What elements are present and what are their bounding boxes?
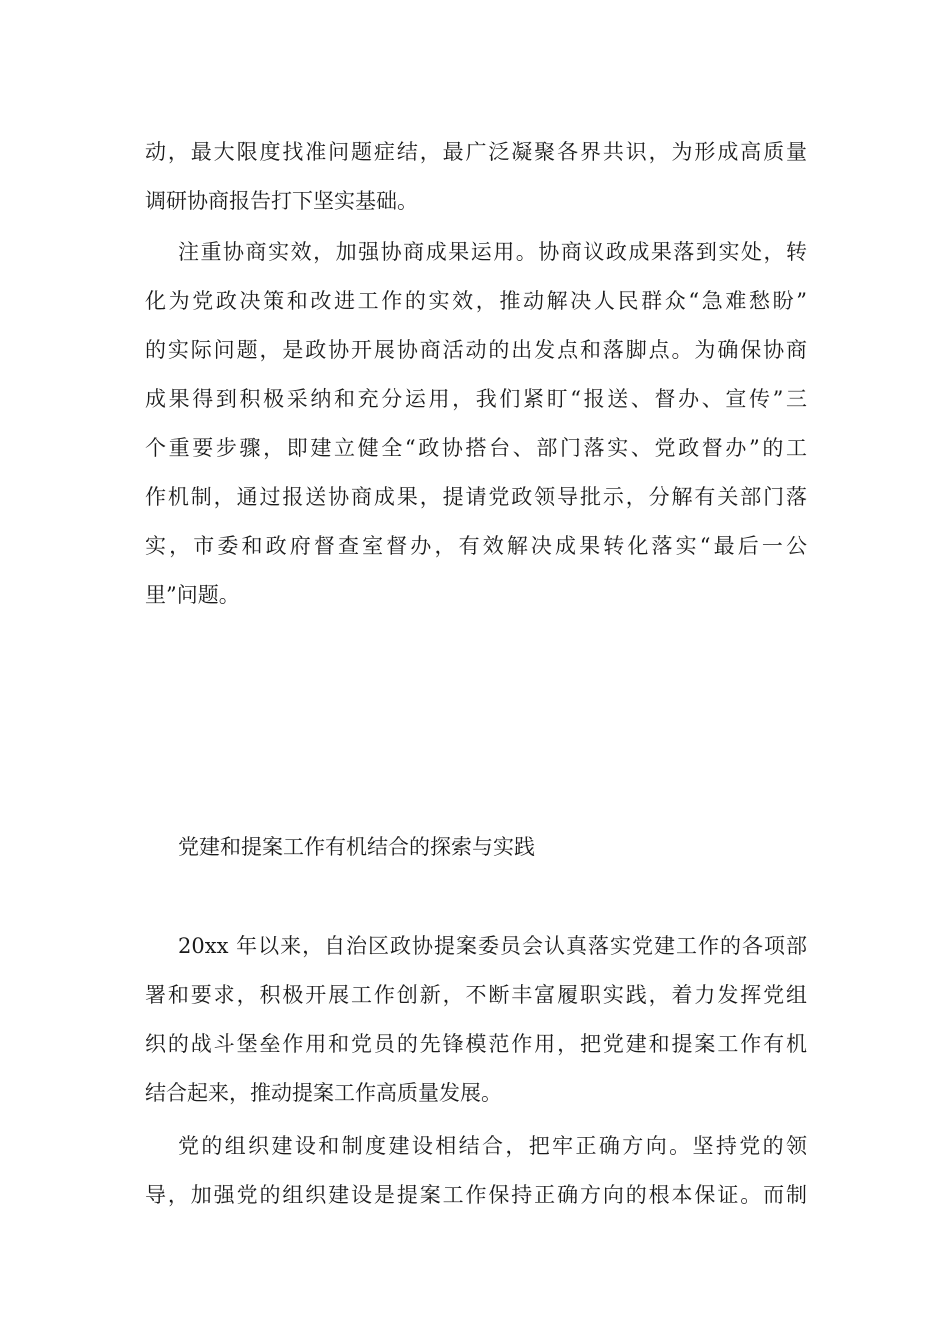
text-line: 注重协商实效，加强协商成果运用。协商议政成果落到实处，转 [178,240,807,264]
paragraph-intro [145,922,807,1118]
text-line: 织的战斗堡垒作用和党员的先锋模范作用，把党建和提案工作有机 [145,1032,807,1056]
paragraph-organization [145,1122,807,1220]
text-line: 导，加强党的组织建设是提案工作保持正确方向的根本保证。而制 [145,1183,807,1207]
text-line: 作机制，通过报送协商成果，提请党政领导批示，分解有关部门落 [145,485,807,509]
paragraph-consultation-results [145,228,807,620]
text-line: 署和要求，积极开展工作创新，不断丰富履职实践，着力发挥党组 [145,983,807,1007]
text-line: 党的组织建设和制度建设相结合，把牢正确方向。坚持党的领 [178,1134,807,1158]
text-line: 成果得到积极采纳和充分运用，我们紧盯“报送、督办、宣传”三 [145,387,807,411]
text-line: 里”问题。 [145,583,240,607]
paragraph-continuation [145,128,807,226]
article-title: 党建和提案工作有机结合的探索与实践 [178,835,535,859]
text-line: 个重要步骤，即建立健全“政协搭台、部门落实、党政督办”的工 [145,436,807,460]
text-line: 20xx 年以来，自治区政协提案委员会认真落实党建工作的各项部 [178,934,807,958]
text-line: 实，市委和政府督查室督办，有效解决成果转化落实“最后一公 [145,534,807,558]
text-line: 化为党政决策和改进工作的实效，推动解决人民群众“急难愁盼” [145,289,807,313]
text-line: 的实际问题，是政协开展协商活动的出发点和落脚点。为确保协商 [145,338,807,362]
text-line: 调研协商报告打下坚实基础。 [145,189,418,213]
text-line: 结合起来，推动提案工作高质量发展。 [145,1081,502,1105]
text-line: 动，最大限度找准问题症结，最广泛凝聚各界共识，为形成高质量 [145,140,807,164]
